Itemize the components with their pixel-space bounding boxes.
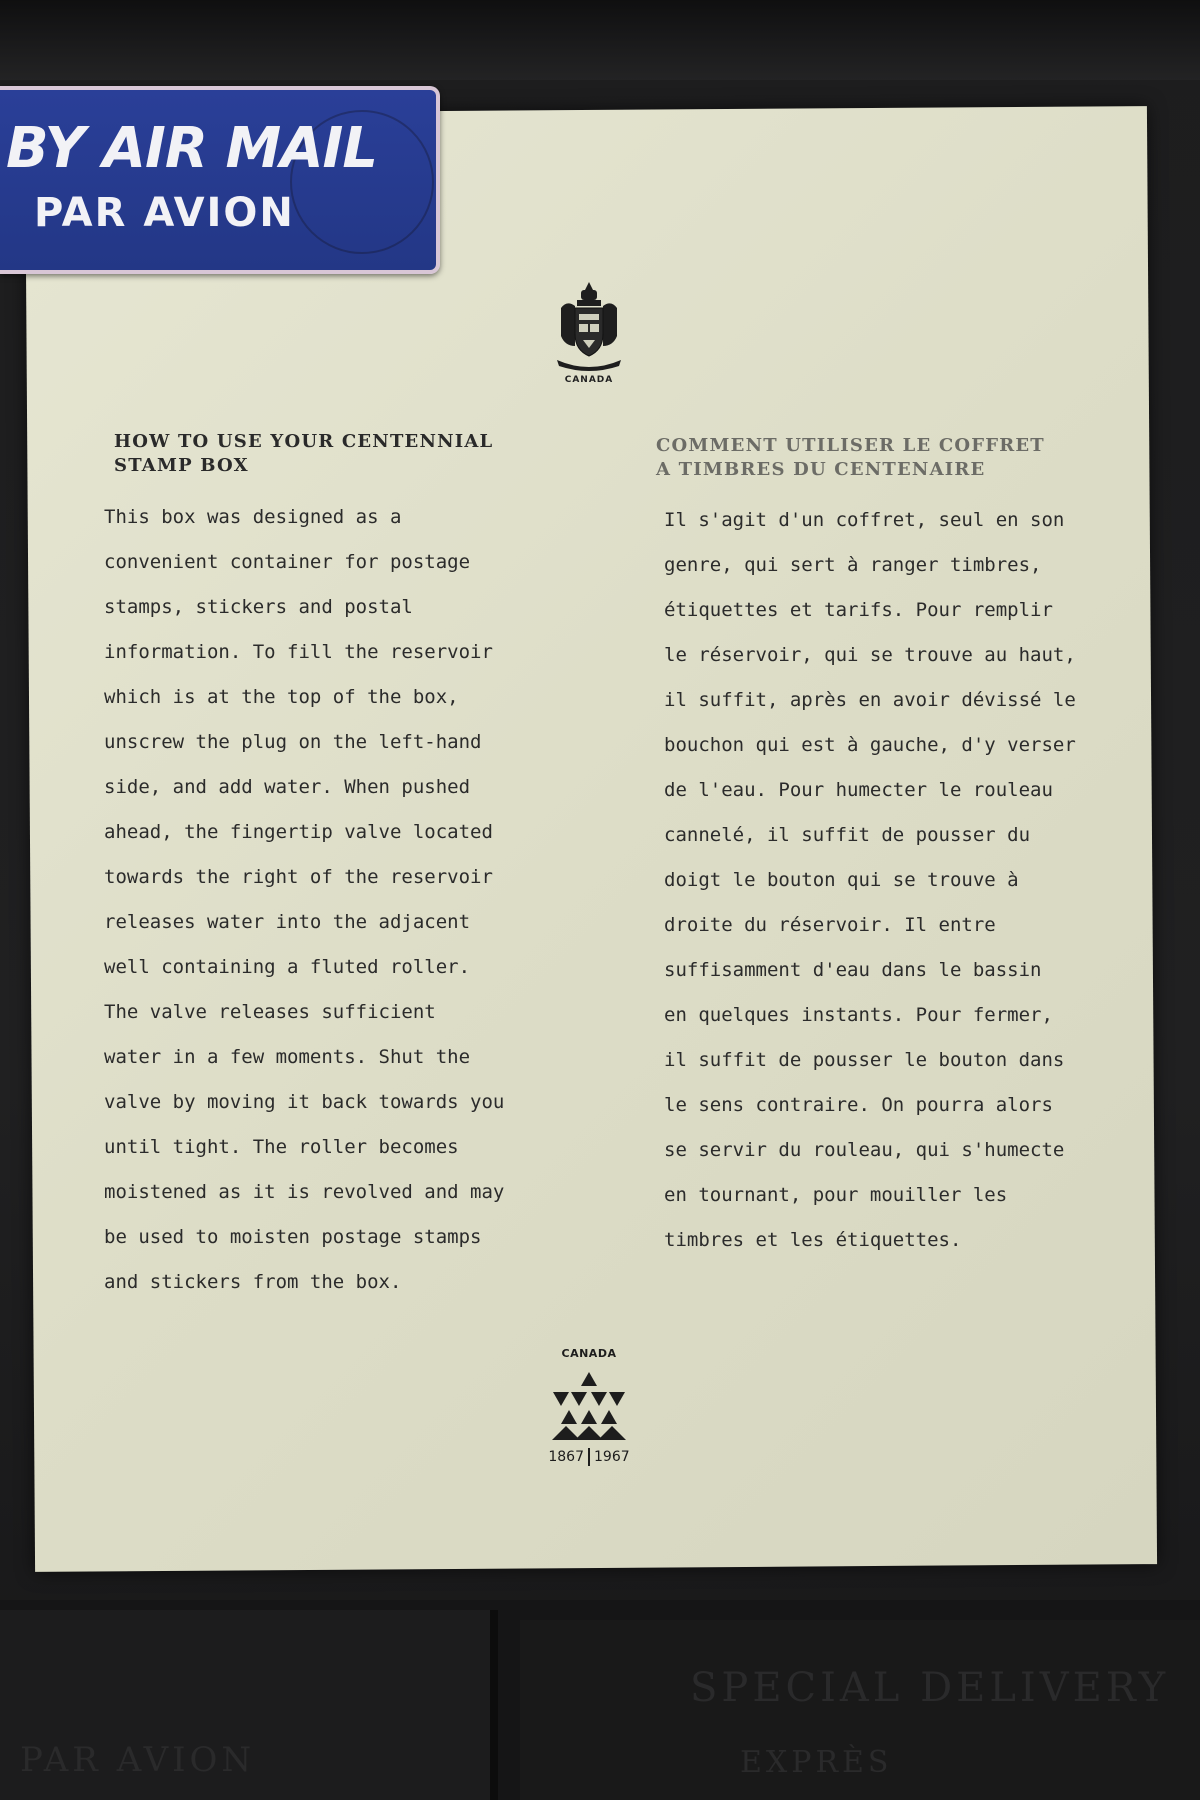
english-line: until tight. The roller becomes (104, 1136, 459, 1158)
french-line: suffisamment d'eau dans le bassin (664, 959, 1042, 981)
centennial-years (544, 1448, 634, 1466)
english-heading-line: STAMP BOX (114, 455, 249, 476)
centennial-label: CANADA (561, 1347, 617, 1360)
english-line: side, and add water. When pushed (104, 776, 471, 798)
centennial-maple-leaf-triangles-icon (550, 1372, 628, 1440)
french-heading-line: A TIMBRES DU CENTENAIRE (656, 459, 986, 480)
french-line: en quelques instants. Pour fermer, (664, 1004, 1053, 1026)
airmail-label (0, 86, 440, 274)
english-line: releases water into the adjacent (104, 911, 471, 933)
french-line: droite du réservoir. Il entre (664, 914, 996, 936)
french-heading (656, 434, 1096, 482)
french-line: se servir du rouleau, qui s'humecte (664, 1139, 1065, 1161)
crest-label: CANADA (564, 375, 614, 385)
english-line: water in a few moments. Shut the (104, 1046, 471, 1068)
french-line: il suffit de pousser le bouton dans (664, 1049, 1065, 1071)
english-line: well containing a fluted roller. (104, 956, 471, 978)
english-line: moistened as it is revolved and may (104, 1181, 505, 1203)
french-line: le sens contraire. On pourra alors (664, 1094, 1053, 1116)
english-line: and stickers from the box. (104, 1271, 402, 1293)
tray-faint-text: PAR AVION (20, 1740, 256, 1780)
tray-faint-text: SPECIAL DELIVERY (690, 1665, 1170, 1711)
french-instructions (664, 498, 1076, 1263)
french-heading-line: COMMENT UTILISER LE COFFRET (656, 435, 1045, 456)
year-separator (588, 1448, 590, 1466)
french-line: étiquettes et tarifs. Pour remplir (664, 599, 1053, 621)
french-line: le réservoir, qui se trouve au haut, (664, 644, 1076, 666)
english-line: unscrew the plug on the left-hand (104, 731, 482, 753)
english-line: stamps, stickers and postal (104, 596, 413, 618)
french-line: de l'eau. Pour humecter le rouleau (664, 779, 1053, 801)
french-line: il suffit, après en avoir dévissé le (664, 689, 1076, 711)
english-line: This box was designed as a (104, 506, 402, 528)
english-heading (114, 430, 554, 478)
canada-coat-of-arms-icon (553, 280, 625, 372)
year-end: 1967 (594, 1449, 630, 1465)
tray-top-edge (0, 0, 1200, 80)
english-line: valve by moving it back towards you (104, 1091, 505, 1113)
english-line: towards the right of the reservoir (104, 866, 493, 888)
airmail-label-line1: BY AIR MAIL (6, 116, 378, 181)
airmail-label-line2: PAR AVION (34, 190, 295, 236)
french-line: en tournant, pour mouiller les (664, 1184, 1008, 1206)
french-line: doigt le bouton qui se trouve à (664, 869, 1019, 891)
french-line: Il s'agit d'un coffret, seul en son (664, 509, 1065, 531)
english-line: be used to moisten postage stamps (104, 1226, 482, 1248)
english-line: information. To fill the reservoir (104, 641, 493, 663)
french-line: timbres et les étiquettes. (664, 1229, 962, 1251)
english-line: ahead, the fingertip valve located (104, 821, 493, 843)
english-instructions (104, 495, 504, 1305)
french-line: bouchon qui est à gauche, d'y verser (664, 734, 1076, 756)
french-line: genre, qui sert à ranger timbres, (664, 554, 1042, 576)
french-line: cannelé, il suffit de pousser du (664, 824, 1031, 846)
english-heading-line: HOW TO USE YOUR CENTENNIAL (114, 431, 494, 452)
year-start: 1867 (548, 1449, 584, 1465)
english-line: convenient container for postage (104, 551, 471, 573)
english-line: which is at the top of the box, (104, 686, 459, 708)
english-line: The valve releases sufficient (104, 1001, 436, 1023)
tray-faint-text: EXPRÈS (740, 1745, 893, 1780)
